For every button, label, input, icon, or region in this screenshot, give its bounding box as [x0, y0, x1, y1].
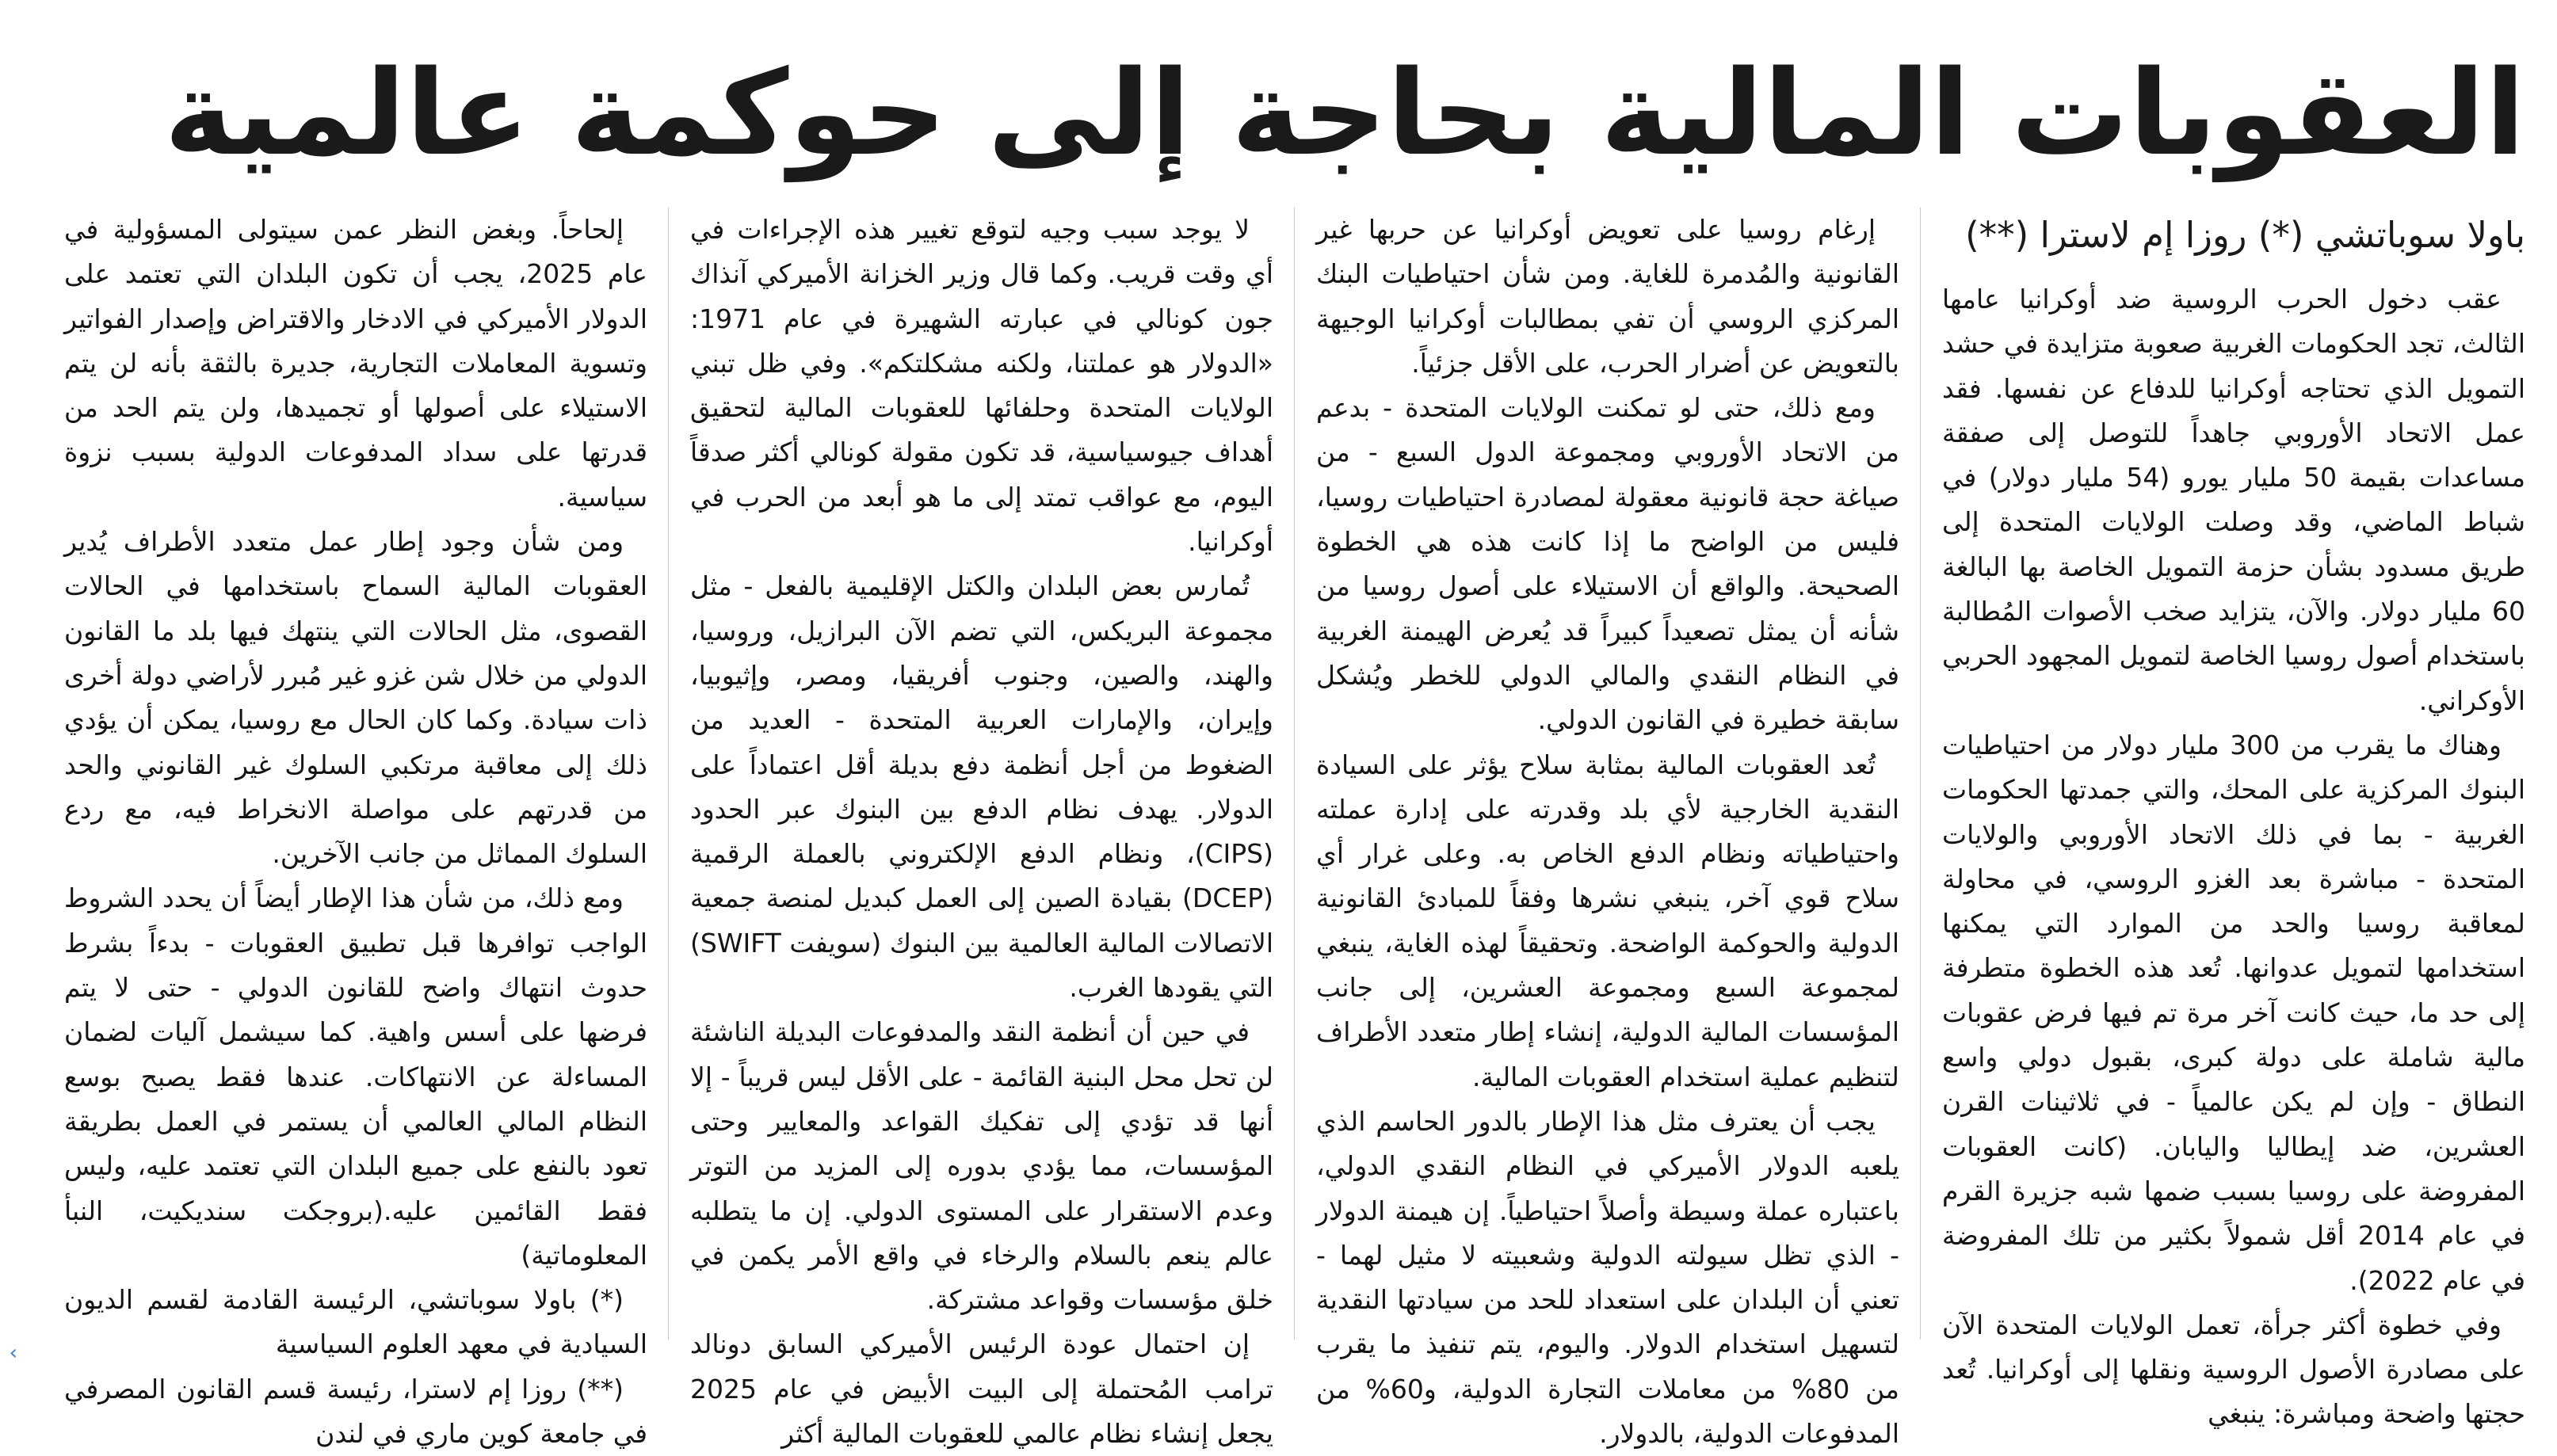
paragraph: في حين أن أنظمة النقد والمدفوعات البديلة الناشئة لن تحل محل البنية القائمة - على الأقل ليس قريباً - إلا أنها قد تؤدي إلى تفكيك القواعد والمعايير وحتى المؤسسات، مما يؤدي بدوره إلى المزيد من التوتر وعدم الاستقرار على المستوى الدولي. إن ما يتطلبه عالم ينعم بالسلام والرخاء في واقع الأمر يكمن في خلق مؤسسات وقواعد مشتركة. — [690, 1016, 1273, 1316]
article-column-2 — [1316, 208, 1899, 1450]
article-column-3 — [690, 208, 1273, 1450]
paragraph: لا يوجد سبب وجيه لتوقع تغيير هذه الإجراءات في أي وقت قريب. وكما قال وزير الخزانة الأميركي آنذاك جون كونالي في عبارته الشهيرة في عام 1971: «الدولار هو عملتنا، ولكنه مشكلتكم». وفي ظل تبني الولايات المتحدة وحلفائها للعقوبات المالية لتحقيق أهداف جيوسياسية، قد تكون مقولة كونالي أكثر صدقاً اليوم، مع عواقب تمتد إلى ما هو أبعد من الحرب في أوكرانيا. — [690, 214, 1273, 558]
paragraph: إرغام روسيا على تعويض أوكرانيا عن حربها غير القانونية والمُدمرة للغاية. ومن شأن احتياطيات البنك المركزي الروسي أن تفي بمطالبات أوكرانيا الوجيهة بالتعويض عن أضرار الحرب، على الأقل جزئياً. — [1316, 214, 1899, 379]
article-column-1 — [1942, 277, 2525, 1430]
paragraph: عقب دخول الحرب الروسية ضد أوكرانيا عامها الثالث، تجد الحكومات الغربية صعوبة متزايدة في حشد التمويل الذي تحتاجه أوكرانيا للدفاع عن نفسها. فقد عمل الاتحاد الأوروبي جاهداً للتوصل إلى صفقة مساعدات بقيمة 50 مليار يورو (54 مليار دولار) في شباط الماضي، وقد وصلت الولايات المتحدة إلى طريق مسدود بشأن حزمة التمويل الخاصة بها البالغة 60 مليار دولار. والآن، يتزايد صخب الأصوات المُطالبة باستخدام أصول روسيا الخاصة لتمويل المجهود الحربي الأوكراني. — [1942, 284, 2525, 716]
column-divider — [1920, 208, 1921, 1340]
paragraph: وفي خطوة أكثر جرأة، تعمل الولايات المتحدة الآن على مصادرة الأصول الروسية ونقلها إلى أوكرانيا. تُعد حجتها واضحة ومباشرة: ينبغي — [1942, 1309, 2525, 1430]
column-divider — [668, 208, 669, 1340]
paragraph: إن احتمال عودة الرئيس الأميركي السابق دونالد ترامب المُحتملة إلى البيت الأبيض في عام 2025 يجعل إنشاء نظام عالمي للعقوبات المالية أكثر — [690, 1328, 1273, 1450]
page-marker-icon: › — [9, 1341, 17, 1365]
paragraph: ومن شأن وجود إطار عمل متعدد الأطراف يُدير العقوبات المالية السماح باستخدامها في الحالات القصوى، مثل الحالات التي ينتهك فيها بلد ما القانون الدولي من خلال شن غزو غير مُبرر لأراضي دولة أخرى ذات سيادة. وكما كان الحال مع روسيا، يمكن أن يؤدي ذلك إلى معاقبة مرتكبي السلوك غير القانوني والحد من قدرتهم على مواصلة الانخراط فيه، مع ردع السلوك المماثل من جانب الآخرين. — [64, 526, 647, 870]
paragraph: إلحاحاً. وبغض النظر عمن سيتولى المسؤولية في عام 2025، يجب أن تكون البلدان التي تعتمد على الدولار الأميركي في الادخار والاقتراض وإصدار الفواتير وتسوية المعاملات التجارية، جديرة بالثقة بأنه لن يتم الاستيلاء على أصولها أو تجميدها، ولن يتم الحد من قدرتها على سداد المدفوعات الدولية بسبب نزوة سياسية. — [64, 214, 648, 513]
byline: باولا سوباتشي (*) روزا إم لاسترا (**) — [1965, 214, 2525, 256]
paragraph: وهناك ما يقرب من 300 مليار دولار من احتياطيات البنوك المركزية على المحك، والتي جمدتها الحكومات الغربية - بما في ذلك الاتحاد الأوروبي والولايات المتحدة - مباشرة بعد الغزو الروسي، في محاولة لمعاقبة روسيا والحد من الموارد التي يمكنها استخدامها لتمويل عدوانها. تُعد هذه الخطوة متطرفة إلى حد ما، حيث كانت آخر مرة تم فيها فرض عقوبات مالية شاملة على دولة كبرى، بقبول دولي واسع النطاق - وإن لم يكن عالمياً - في ثلاثينات القرن العشرين، ضد إيطاليا واليابان. (كانت العقوبات المفروضة على روسيا بسبب ضمها شبه جزيرة القرم في عام 2014 أقل شمولاً بكثير من تلك المفروضة في عام 2022). — [1942, 729, 2525, 1296]
author-note: (*) باولا سوباتشي، الرئيسة القادمة لقسم الديون السيادية في معهد العلوم السياسية — [64, 1284, 647, 1360]
paragraph: ومع ذلك، حتى لو تمكنت الولايات المتحدة - بدعم من الاتحاد الأوروبي ومجموعة الدول السبع - من صياغة حجة قانونية معقولة لمصادرة احتياطيات روسيا، فليس من الواضح ما إذا كانت هذه هي الخطوة الصحيحة. والواقع أن الاستيلاء على أصول روسيا من شأنه أن يمثل تصعيداً كبيراً قد يُعرض الهيمنة الغربية في النظام النقدي والمالي الدولي للخطر ويُشكل سابقة خطيرة في القانون الدولي. — [1316, 392, 1899, 736]
paragraph: تُمارس بعض البلدان والكتل الإقليمية بالفعل - مثل مجموعة البريكس، التي تضم الآن البرازيل، وروسيا، والهند، والصين، وجنوب أفريقيا، ومصر، وإثيوبيا، وإيران، والإمارات العربية المتحدة - العديد من الضغوط من أجل أنظمة دفع بديلة أقل اعتماداً على الدولار. يهدف نظام الدفع بين البنوك عبر الحدود (CIPS)، ونظام الدفع الإلكتروني بالعملة الرقمية (DCEP) بقيادة الصين إلى العمل كبديل لمنصة جمعية الاتصالات المالية العالمية بين البنوك (سويفت SWIFT) التي يقودها الغرب. — [690, 570, 1273, 1004]
column-divider — [1294, 208, 1295, 1340]
headline: العقوبات المالية بحاجة إلى حوكمة عالمية — [164, 45, 2525, 181]
article-column-4 — [64, 208, 648, 1450]
paragraph: ومع ذلك، من شأن هذا الإطار أيضاً أن يحدد الشروط الواجب توافرها قبل تطبيق العقوبات - بدءاً بشرط حدوث انتهاك واضح للقانون الدولي - حتى لا يتم فرضها على أسس واهية. كما سيشمل آليات لضمان المساءلة عن الانتهاكات. عندها فقط يصبح بوسع النظام المالي العالمي أن يستمر في العمل بطريقة تعود بالنفع على جميع البلدان التي تعتمد عليه، وليس فقط القائمين عليه.(بروجكت سنديكيت، النبأ المعلوماتية) — [64, 882, 647, 1271]
paragraph: تُعد العقوبات المالية بمثابة سلاح يؤثر على السيادة النقدية الخارجية لأي بلد وقدرته على إدارة عملته واحتياطياته ونظام الدفع الخاص به. وعلى غرار أي سلاح قوي آخر، ينبغي نشرها وفقاً للمبادئ القانونية الدولية والحوكمة الواضحة. وتحقيقاً لهذه الغاية، ينبغي لمجموعة السبع ومجموعة العشرين، إلى جانب المؤسسات المالية الدولية، إنشاء إطار متعدد الأطراف لتنظيم عملية استخدام العقوبات المالية. — [1316, 749, 1899, 1092]
paragraph: يجب أن يعترف مثل هذا الإطار بالدور الحاسم الذي يلعبه الدولار الأميركي في النظام النقدي الدولي، باعتباره عملة وسيطة وأصلاً احتياطياً. إن هيمنة الدولار - الذي تظل سيولته الدولية وشعبيته لا مثيل لهما - تعني أن البلدان على استعداد للحد من سيادتها النقدية لتسهيل استخدام الدولار. واليوم، يتم تنفيذ ما يقرب من 80% من معاملات التجارة الدولية، و60% من المدفوعات الدولية، بالدولار. — [1316, 1105, 1899, 1450]
author-note: (**) روزا إم لاسترا، رئيسة قسم القانون المصرفي في جامعة كوين ماري في لندن — [64, 1373, 647, 1450]
